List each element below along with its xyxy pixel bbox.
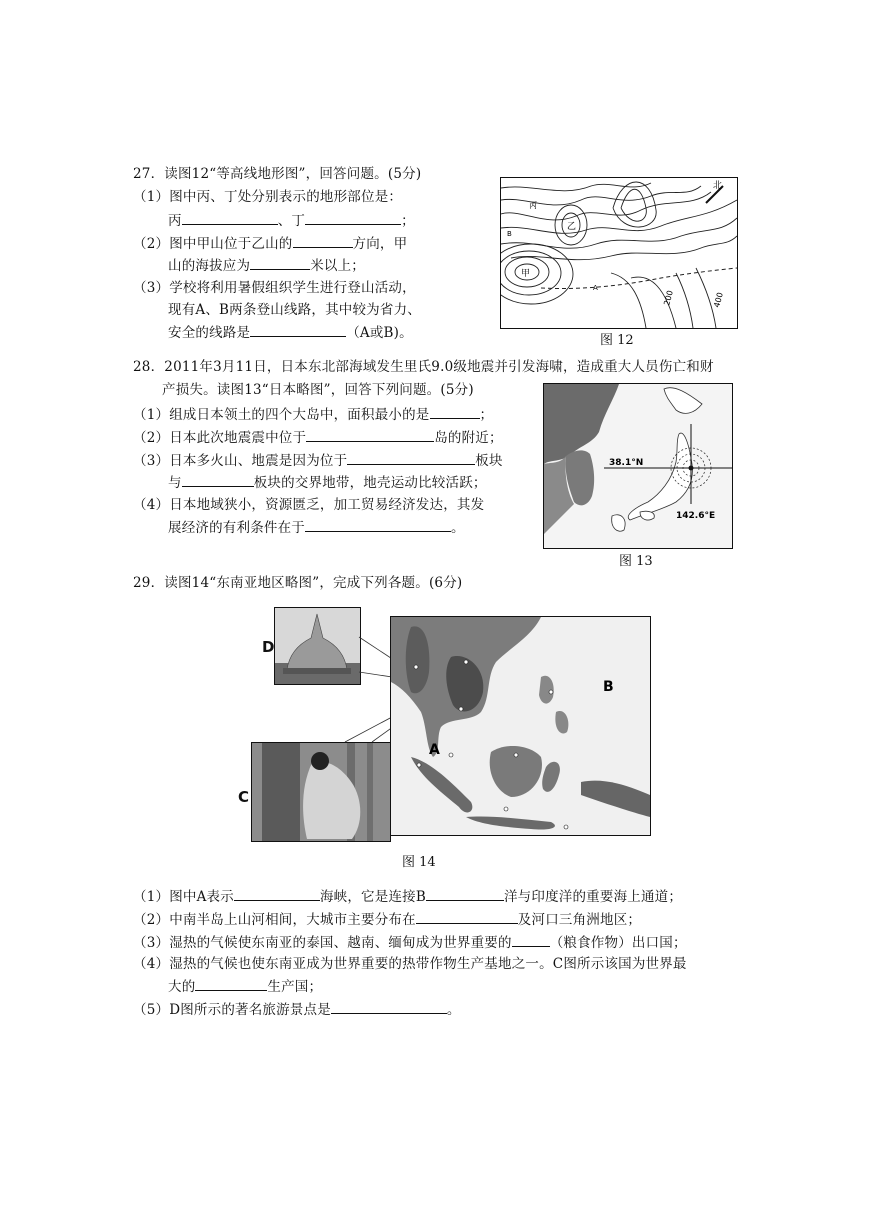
label-d: D (262, 638, 275, 656)
q28-title-line2: 产损失。读图13“日本略图”，回答下列问题。(5分) (162, 382, 474, 398)
answer-blank[interactable] (331, 999, 447, 1014)
route-a-label: A (593, 284, 598, 292)
latitude-label: 38.1°N (609, 458, 644, 468)
answer-blank[interactable] (234, 886, 320, 901)
q29-part2: （2）中南半岛上山河相间，大城市主要分布在 及河口三角洲地区； (133, 909, 641, 930)
q28-part2: （2）日本此次地震震中位于 岛的附近； (133, 427, 503, 448)
contour-200-label: 200 (662, 289, 675, 307)
contour-400-label: 400 (712, 291, 725, 309)
q29-part3: （3）湿热的气候使东南亚的泰国、越南、缅甸成为世界重要的 （粮食作物）出口国； (133, 932, 687, 953)
q27-part3b: 现有A、B两条登山线路，其中较为省力、 (168, 302, 421, 318)
label-b: B (603, 679, 614, 695)
q28-part3: （3）日本多火山、地震是因为位于 板块 (133, 450, 503, 471)
longitude-label: 142.6°E (676, 511, 716, 521)
figure-13-caption: 图 13 (619, 554, 653, 569)
southeast-asia-map-figure-14 (390, 616, 651, 836)
q27-part3: （3）学校将利用暑假组织学生进行登山活动， (133, 280, 416, 296)
q27-part1-blanks: 丙 、丁 ； (168, 210, 415, 231)
q29-part4: （4）湿热的气候也使东南亚成为世界重要的热带作物生产基地之一。C图所示该国为世界最 (133, 956, 687, 972)
label-c: C (238, 788, 250, 806)
figure-14-caption: 图 14 (402, 855, 436, 870)
q27-part2: （2）图中甲山位于乙山的 方向，甲 (133, 233, 407, 254)
answer-blank[interactable] (512, 932, 550, 947)
q29-part5: （5）D图所示的著名旅游景点是 。 (133, 999, 461, 1020)
q28-part4b: 展经济的有利条件在于 。 (168, 517, 465, 538)
q27-part3c: 安全的线路是 （A或B)。 (168, 322, 413, 343)
q29-part1: （1）图中A表示 海峡，它是连接B 洋与印度洋的重要海上通道； (133, 886, 682, 907)
figure-12-caption: 图 12 (600, 333, 634, 348)
q28-part4: （4）日本地域狭小，资源匮乏，加工贸易经济发达，其发 (133, 497, 485, 513)
north-label: 北 (713, 181, 723, 191)
answer-blank[interactable] (426, 886, 504, 901)
q27-title: 27．读图12“等高线地形图”，回答问题。(5分) (133, 166, 422, 182)
answer-blank[interactable] (195, 976, 267, 991)
q27-part2b: 山的海拔应为 米以上； (168, 255, 365, 276)
q28-part3b: 与 板块的交界地带，地壳运动比较活跃； (168, 472, 487, 493)
q29-part4b: 大的 生产国； (168, 976, 322, 997)
q27-part1: （1）图中丙、丁处分别表示的地形部位是： (133, 189, 403, 205)
q29-title: 29．读图14“东南亚地区略图”，完成下列各题。(6分) (133, 575, 463, 591)
q28-part1: （1）组成日本领土的四个大岛中，面积最小的是 ； (133, 404, 493, 425)
q28-title: 28．2011年3月11日，日本东北部海域发生里氏9.0级地震并引发海啸，造成重大人员伤亡和财 (133, 359, 714, 375)
yi-label: 乙 (567, 222, 577, 232)
label-a: A (429, 742, 440, 758)
route-b-label: B (507, 230, 512, 238)
answer-blank[interactable] (416, 909, 518, 924)
jia-label: 甲 (521, 269, 531, 279)
bing-label: 丙 (529, 201, 537, 210)
